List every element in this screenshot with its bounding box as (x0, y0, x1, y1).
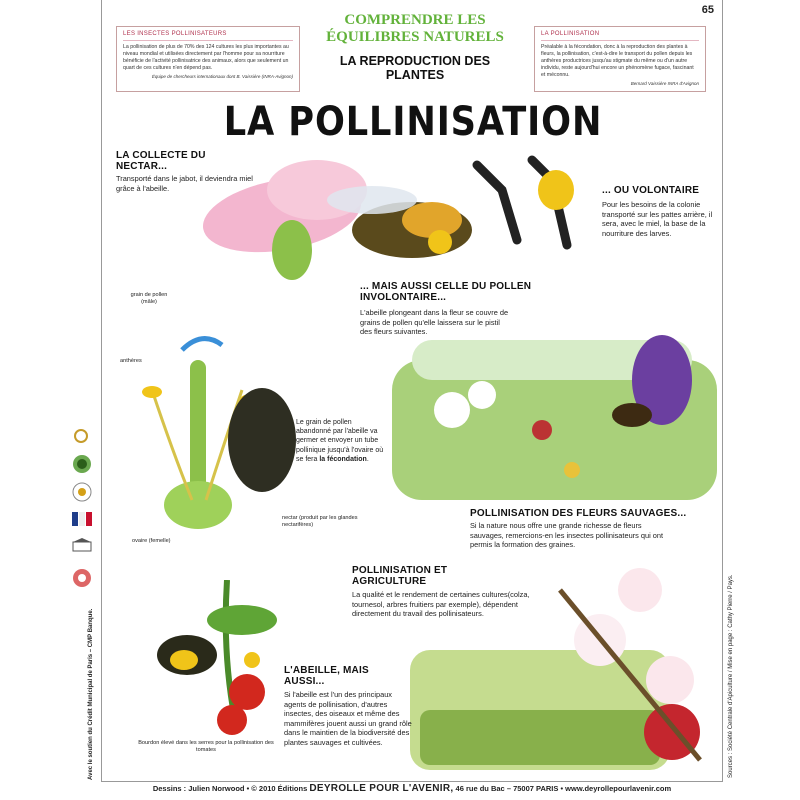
right-box-signature: Bernard Vaissière INRA d'Avignon (630, 81, 699, 86)
footer (101, 783, 723, 794)
orchard-illustration (410, 560, 720, 775)
series-title: COMPRENDRE LES ÉQUILIBRES NATURELS (326, 12, 504, 45)
involontaire-heading: ... MAIS AUSSI CELLE DU POLLEN INVOLONTAIRE... (360, 281, 532, 303)
fecondation-bold: la fécondation (319, 455, 367, 463)
page-number: 65 (701, 4, 714, 16)
main-title: LA POLLINISATION (223, 99, 603, 145)
footer-credit: Dessins : Julien Norwood • © 2010 Éditions (152, 784, 308, 793)
nectar-text: Transporté dans le jabot, il deviendra miel grâce à l'abeille. (116, 174, 253, 193)
pistil-diagram (122, 330, 312, 540)
volontaire-heading: ... OU VOLONTAIRE (602, 185, 700, 196)
logo-4 (72, 512, 92, 526)
left-info-box (116, 26, 300, 92)
involontaire-text: L'abeille plongeant dans la fleur se couvre de grains de pollen qu'elle laissera sur le pistil des fleurs suivantes. (360, 308, 509, 337)
meadow-illustration (392, 320, 717, 500)
volontaire-text: Pour les besoins de la colonie transporté sur les pattes arrière, il sera, avec le miel, la base de la nourriture des larves. (602, 200, 713, 238)
logo-3 (72, 482, 92, 502)
label-antheres: anthères (120, 358, 142, 364)
logo-5 (72, 538, 92, 552)
right-box-text: Préalable à la fécondation, donc à la reproduction des plantes à fleurs, la pollinisation, c'est-à-dire le transport du pollen depuis les anthères productrices jusqu'au stigmate du même ou d'un autre individu, reste aujourd'hui encore un phénomène fugace, fascinant et méconnu. (541, 44, 694, 78)
footer-brand: DEYROLLE POUR L'AVENIR, (309, 783, 454, 794)
sauvages-text: Si la nature nous offre une grande richesse de fleurs sauvages, remercions-en les insectes pollinisateurs qui ont permis la formation des graines. (470, 521, 664, 550)
abeille-text: Si l'abeille est l'un des principaux agents de pollinisation, d'autres insectes, des oiseaux et même des mammifères jouent aussi un grand rôle dans le maintien de la biodiversité des plantes sauvages et cultivées. (284, 690, 412, 747)
tomato-bumblebee-illustration (132, 580, 282, 735)
sauvages-heading: POLLINISATION DES FLEURS SAUVAGES... (470, 508, 687, 519)
sources-text: Sources : Société Centrale d'Apiculture / Mise en page : Cathy Pierre / Pays. (728, 574, 734, 778)
agriculture-text: La qualité et le rendement de certaines cultures(colza, tournesol, arbres fruitiers par exemple), dépendent directement du travail des pollinisateurs. (352, 590, 530, 619)
footer-address: 46 rue du Bac – 75007 PARIS • www.deyrollepourlavenir.com (455, 784, 672, 793)
fecondation-main: Le grain de pollen abandonné par l'abeille va germer et envoyer un tube pollinique jusqu'à l'ovaire où se fera (296, 419, 384, 463)
poster (101, 0, 723, 782)
bee-legs-illustration (472, 150, 592, 260)
logo-1 (72, 428, 90, 444)
right-box-title: LA POLLINISATION (541, 31, 699, 41)
left-box-text: La pollinisation de plus de 70% des 124 cultures les plus importantes au niveau mondial et utilisées directement par l'homme pour sa nourriture bénéficie de l'activité pollinisatrice des animaux, alors que seulement un quart de ces cultures n'en dépend pas. (123, 44, 289, 71)
label-ovaire: ovaire (femelle) (132, 538, 171, 544)
left-box-title: LES INSECTES POLLINISATEURS (123, 31, 293, 41)
abeille-heading: L'ABEILLE, MAIS AUSSI... (284, 665, 369, 687)
label-nectar: nectar (produit par les glandes nectarifères) (282, 515, 358, 528)
label-grain: grain de pollen (mâle) (130, 292, 168, 305)
logo-6 (72, 568, 92, 588)
right-info-box (534, 26, 706, 92)
label-bourdon: Bourdon élevé dans les serres pour la pollinisation des tomates (138, 740, 274, 753)
sponsor-strip (0, 0, 101, 800)
agriculture-heading: POLLINISATION ET AGRICULTURE (352, 565, 448, 587)
fecondation-text (296, 418, 388, 464)
nectar-heading: LA COLLECTE DU NECTAR... (116, 150, 206, 172)
flower-bee-illustration (162, 150, 472, 290)
fecondation-end: . (366, 455, 369, 463)
subtitle: LA REPRODUCTION DES PLANTES (339, 54, 491, 82)
logo-2 (72, 454, 92, 474)
left-box-signature: Équipe de chercheurs internationaux dont B. Vaissière (INRA-Avignon) (151, 74, 293, 79)
sponsor-text: Avec le soutien du Crédit Municipal de Paris – CMP Banque. (88, 608, 94, 780)
